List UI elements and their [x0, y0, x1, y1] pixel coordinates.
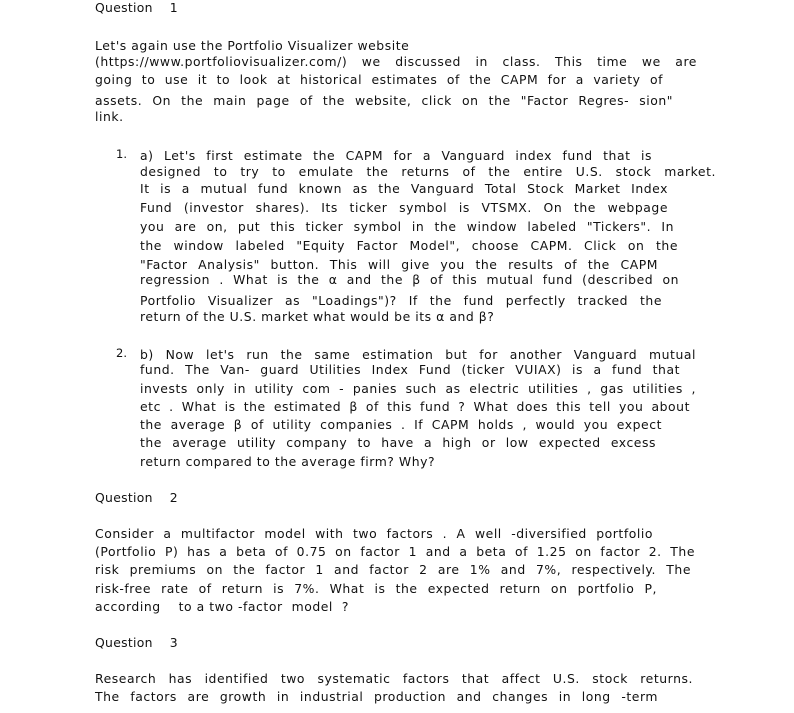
item-line: It is a mutual fund known as the Vanguard Total Stock Market Index	[140, 181, 668, 196]
item-line: invests only in utility com - panies such as electric utilities , gas utilities ,	[140, 381, 696, 396]
intro-line: going to use it to look at historical estimates of the CAPM for a variety of	[95, 72, 663, 87]
item-line: return compared to the average firm? Why?	[140, 454, 436, 469]
q2-line: (Portfolio P) has a beta of 0.75 on factor 1 and a beta of 1.25 on factor 2. The	[95, 544, 695, 559]
list-marker: 1.	[116, 147, 127, 161]
q2-line: Consider a multifactor model with two factors . A well -diversified portfolio	[95, 526, 653, 541]
intro-line: link.	[95, 109, 124, 124]
list-marker: 2.	[116, 346, 127, 360]
question-3-heading: Question 3	[95, 635, 178, 650]
intro-line: assets. On the main page of the website, click on the "Factor Regres- sion"	[95, 93, 673, 108]
q3-line: Research has identified two systematic factors that affect U.S. stock returns.	[95, 671, 693, 686]
item-line: you are on, put this ticker symbol in the window labeled "Tickers". In	[140, 219, 674, 234]
q2-line: risk-free rate of return is 7%. What is the expected return on portfolio P,	[95, 581, 657, 596]
item-line: "Factor Analysis" button. This will give you the results of the CAPM	[140, 257, 658, 272]
item-line: the average β of utility companies . If CAPM holds , would you expect	[140, 417, 662, 432]
q2-line: risk premiums on the factor 1 and factor 2 are 1% and 7%, respectively. The	[95, 562, 691, 577]
question-2-heading: Question 2	[95, 490, 178, 505]
item-line: Portfolio Visualizer as "Loadings")? If the fund perfectly tracked the	[140, 293, 662, 308]
item-line: the average utility company to have a high or low expected excess	[140, 435, 656, 450]
intro-line: (https://www.portfoliovisualizer.com/) we discussed in class. This time we are	[95, 54, 697, 69]
item-line: return of the U.S. market what would be its α and β?	[140, 309, 495, 324]
item-line: b) Now let's run the same estimation but for another Vanguard mutual	[140, 347, 696, 362]
intro-line: Let's again use the Portfolio Visualizer website	[95, 38, 410, 53]
item-line: regression . What is the α and the β of this mutual fund (described on	[140, 272, 679, 287]
q3-line: The factors are growth in industrial production and changes in long -term	[95, 689, 658, 704]
item-line: fund. The Van- guard Utilities Index Fund (ticker VUIAX) is a fund that	[140, 362, 680, 377]
q2-line: according to a two -factor model ?	[95, 599, 350, 614]
item-line: a) Let's first estimate the CAPM for a Vanguard index fund that is	[140, 148, 652, 163]
item-line: the window labeled "Equity Factor Model", choose CAPM. Click on the	[140, 238, 678, 253]
item-line: designed to try to emulate the returns of the entire U.S. stock market.	[140, 164, 716, 179]
item-line: Fund (investor shares). Its ticker symbol is VTSMX. On the webpage	[140, 200, 668, 215]
item-line: etc . What is the estimated β of this fund ? What does this tell you about	[140, 399, 690, 414]
question-1-heading: Question 1	[95, 0, 178, 15]
